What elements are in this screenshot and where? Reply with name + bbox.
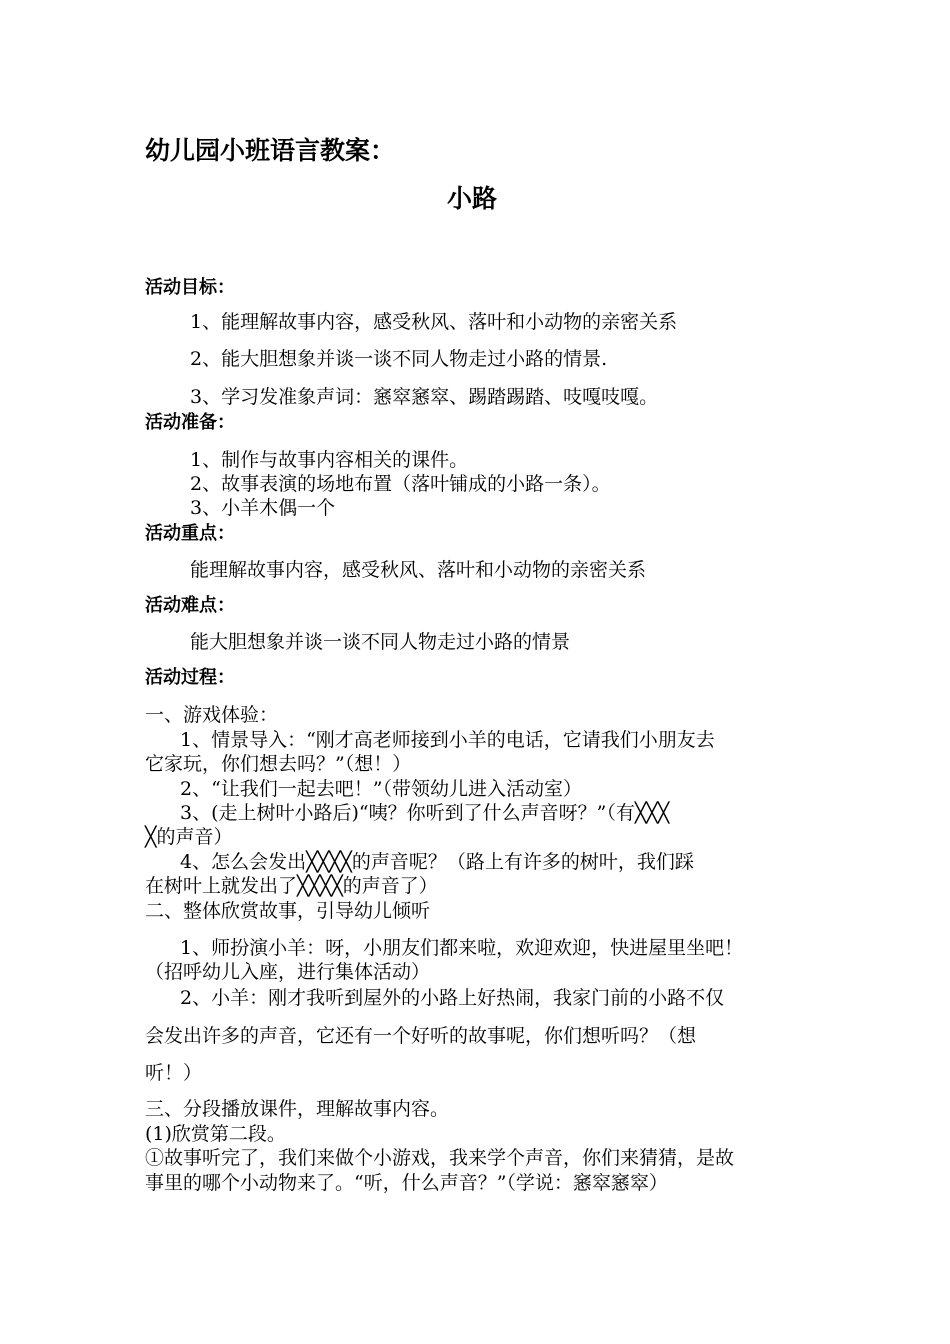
goal-item: 1、能理解故事内容，感受秋风、落叶和小动物的亲密关系 — [190, 311, 678, 333]
process-line: 听！） — [145, 1062, 203, 1084]
process-heading: 活动过程： — [145, 667, 235, 688]
document-title: 幼儿园小班语言教案： — [145, 136, 396, 165]
process-line: (1)欣赏第二段。 — [145, 1123, 286, 1145]
process-line: 二、整体欣赏故事，引导幼儿倾听 — [145, 900, 431, 922]
process-line: 一、游戏体验： — [145, 704, 279, 726]
process-line: 它家玩，你们想去吗？”（想！） — [145, 753, 412, 775]
process-line: 会发出许多的声音，它还有一个好听的故事呢，你们想听吗？（想 — [145, 1025, 697, 1047]
process-line: 2、“让我们一起去吧！”（带领幼儿进入活动室） — [180, 778, 583, 800]
process-line: ①故事听完了，我们来做个小游戏，我来学个声音，你们来猜猜，是故 — [145, 1147, 735, 1169]
focus-heading: 活动重点： — [145, 523, 235, 544]
focus-text: 能理解故事内容，感受秋风、落叶和小动物的亲密关系 — [190, 559, 647, 581]
difficulty-text: 能大胆想象并谈一谈不同人物走过小路的情景 — [190, 631, 571, 653]
process-line: 在树叶上就发出了╳╳╳╳的声音了） — [145, 875, 438, 897]
document-subtitle: 小路 — [447, 184, 498, 213]
goal-item: 2、能大胆想象并谈一谈不同人物走过小路的情景. — [190, 348, 608, 370]
process-line: 3、(走上树叶小路后)“咦？你听到了什么声音呀？”（有╳╳╳ — [180, 802, 670, 824]
prep-item: 2、故事表演的场地布置（落叶铺成的小路一条）。 — [190, 473, 611, 495]
difficulty-heading: 活动难点： — [145, 595, 235, 616]
prep-item: 1、制作与故事内容相关的课件。 — [190, 449, 469, 471]
process-line: 1、师扮演小羊：呀，小朋友们都来啦，欢迎欢迎，快进屋里坐吧！ — [180, 937, 744, 959]
goal-item: 3、学习发准象声词：窸窣窸窣、踢踏踢踏、吱嘎吱嘎。 — [190, 386, 659, 408]
process-line: 1、情景导入：“刚才高老师接到小羊的电话，它请我们小朋友去 — [180, 729, 715, 751]
process-line: 三、分段播放课件，理解故事内容。 — [145, 1098, 450, 1120]
process-line: （招呼幼儿入座，进行集体活动） — [145, 961, 431, 983]
goals-heading: 活动目标： — [145, 277, 235, 298]
process-line: ╳的声音） — [145, 826, 233, 848]
process-line: 4、怎么会发出╳╳╳╳的声音呢？（路上有许多的树叶，我们踩 — [180, 851, 694, 873]
prep-item: 3、小羊木偶一个 — [190, 497, 336, 519]
process-line: 2、小羊：刚才我听到屋外的小路上好热闹，我家门前的小路不仅 — [180, 987, 725, 1009]
prep-heading: 活动准备： — [145, 412, 235, 433]
process-line: 事里的哪个小动物来了。“听，什么声音？”（学说：窸窣窸窣） — [145, 1172, 668, 1194]
